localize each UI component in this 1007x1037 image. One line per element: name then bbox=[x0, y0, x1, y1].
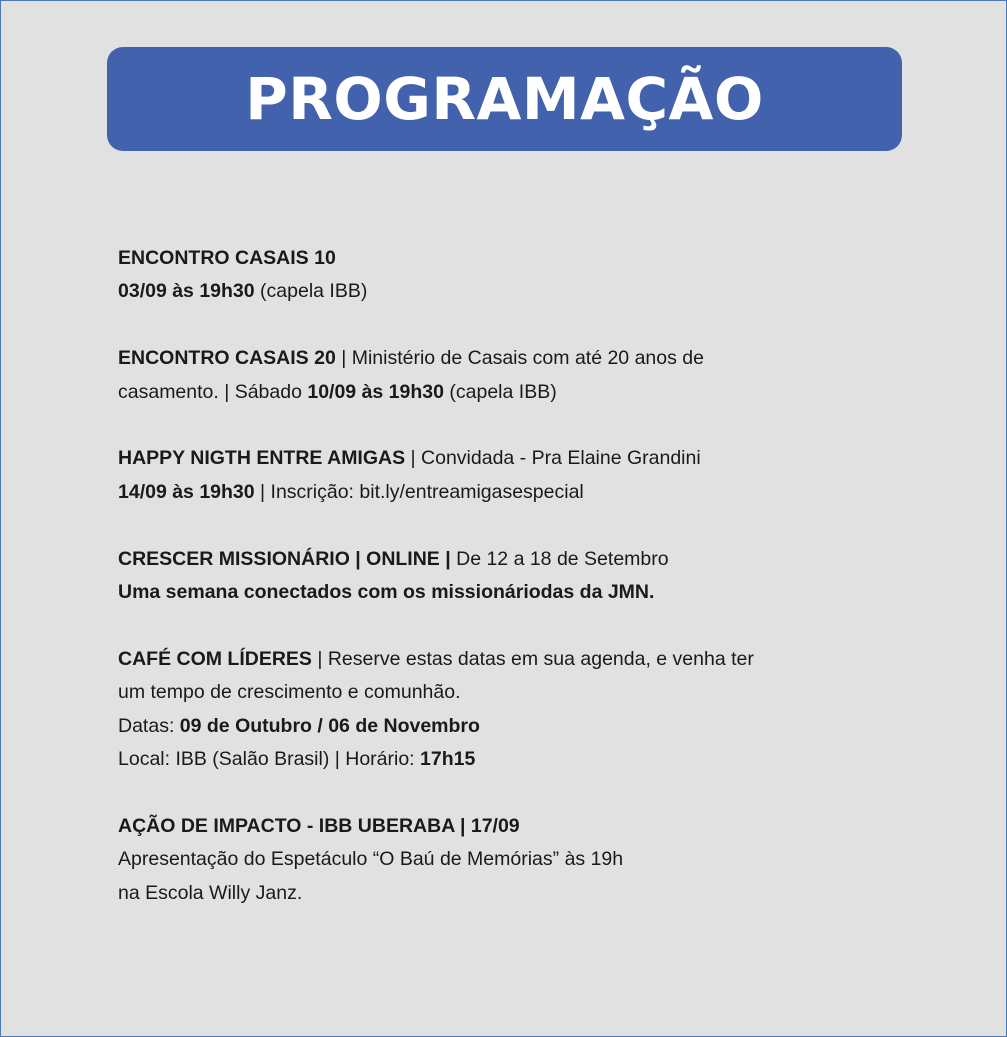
event-line bbox=[118, 743, 878, 776]
event-text: um tempo de crescimento e comunhão. bbox=[118, 681, 461, 704]
event-text: (capela IBB) bbox=[254, 280, 368, 303]
event-highlight-text: CRESCER MISSIONÁRIO | ONLINE | bbox=[118, 547, 451, 570]
event-highlight-text: 03/09 às 19h30 bbox=[118, 280, 255, 303]
event-highlight-text: 17h15 bbox=[420, 748, 476, 771]
event-item bbox=[118, 543, 878, 610]
event-line bbox=[118, 710, 878, 743]
event-item bbox=[118, 810, 878, 910]
event-text: (capela IBB) bbox=[443, 380, 557, 403]
event-line bbox=[118, 877, 878, 910]
title-banner bbox=[107, 47, 902, 151]
event-line bbox=[118, 576, 878, 609]
page-title: PROGRAMAÇÃO bbox=[245, 65, 764, 133]
event-highlight-text: 10/09 às 19h30 bbox=[307, 380, 444, 403]
event-highlight-text: ENCONTRO CASAIS 10 bbox=[118, 247, 336, 269]
event-highlight-text: AÇÃO DE IMPACTO - IBB UBERABA | 17/09 bbox=[118, 814, 520, 837]
event-line bbox=[118, 376, 878, 409]
event-text: | Inscrição: bit.ly/entreamigasespecial bbox=[254, 480, 584, 503]
event-highlight-text: CAFÉ COM LÍDERES bbox=[118, 647, 312, 670]
event-text: Local: IBB (Salão Brasil) | Horário: bbox=[118, 748, 421, 771]
event-line bbox=[118, 242, 878, 275]
event-line bbox=[118, 843, 878, 876]
event-item bbox=[118, 342, 878, 409]
event-item bbox=[118, 242, 878, 309]
event-line bbox=[118, 643, 878, 676]
event-text: | Ministério de Casais com até 20 anos de bbox=[335, 347, 704, 370]
event-line bbox=[118, 442, 878, 475]
event-text: Datas: bbox=[118, 714, 180, 737]
event-line bbox=[118, 275, 878, 308]
event-highlight-text: 09 de Outubro / 06 de Novembro bbox=[179, 714, 480, 737]
event-line bbox=[118, 543, 878, 576]
event-text: De 12 a 18 de Setembro bbox=[450, 547, 669, 570]
event-item bbox=[118, 442, 878, 509]
event-line bbox=[118, 342, 878, 375]
event-text: na Escola Willy Janz. bbox=[118, 881, 303, 904]
event-line bbox=[118, 476, 878, 509]
event-text: | Convidada - Pra Elaine Grandini bbox=[405, 447, 701, 470]
event-text: casamento. | Sábado bbox=[118, 380, 308, 403]
event-highlight-text: ENCONTRO CASAIS 20 bbox=[118, 347, 336, 370]
event-text: Apresentação do Espetáculo “O Baú de Memórias” às 19h bbox=[118, 848, 624, 871]
event-line bbox=[118, 810, 878, 843]
event-highlight-text: Uma semana conectados com os missionáriodas da JMN. bbox=[118, 581, 655, 604]
event-line bbox=[118, 676, 878, 709]
event-text: | Reserve estas datas em sua agenda, e venha ter bbox=[311, 647, 754, 670]
event-item bbox=[118, 643, 878, 777]
event-highlight-text: HAPPY NIGTH ENTRE AMIGAS bbox=[118, 447, 406, 470]
event-highlight-text: 14/09 às 19h30 bbox=[118, 480, 255, 503]
events-list bbox=[118, 242, 878, 943]
